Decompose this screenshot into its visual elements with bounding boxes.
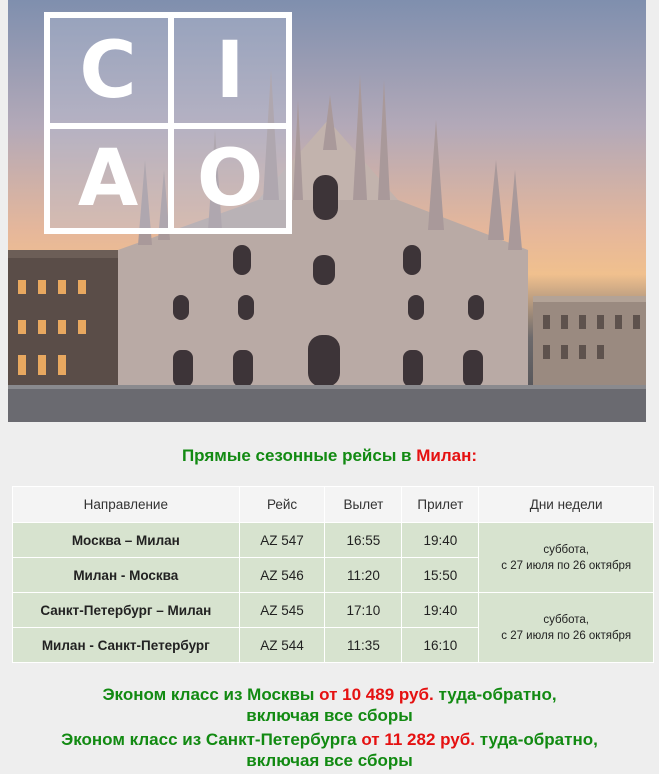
table-header-row	[13, 487, 654, 523]
promo-spb-line2: включая все сборы	[246, 751, 413, 770]
flight-cell: AZ 546	[239, 558, 325, 593]
logo-letter-o: O	[196, 134, 264, 224]
promo-moscow-line2: включая все сборы	[246, 706, 413, 725]
header-direction: Направление	[13, 487, 240, 523]
route-cell: Милан - Москва	[13, 558, 240, 593]
title-city: Милан:	[416, 446, 478, 465]
route-cell: Милан - Санкт-Петербург	[13, 628, 240, 663]
section-title	[0, 446, 659, 466]
logo-letter-i: I	[215, 26, 245, 116]
title-prefix: Прямые сезонные рейсы в	[181, 446, 417, 465]
hero-image	[8, 0, 646, 422]
arrival-cell: 19:40	[402, 523, 479, 558]
days-line1: суббота,	[543, 613, 589, 626]
promo-spb-price: от 11 282 руб.	[361, 730, 475, 749]
logo-letter-a: A	[77, 134, 139, 224]
promo-spb	[0, 729, 659, 771]
promo-moscow-suffix: туда-обратно,	[433, 685, 557, 704]
arrival-cell: 19:40	[402, 593, 479, 628]
table-row	[13, 593, 654, 628]
header-days: Дни недели	[479, 487, 654, 523]
promo-moscow-prefix: Эконом класс из Москвы	[102, 685, 320, 704]
table-row	[13, 523, 654, 558]
promo-moscow-price: от 10 489 руб.	[319, 685, 434, 704]
flight-cell: AZ 545	[239, 593, 325, 628]
flight-cell: AZ 547	[239, 523, 325, 558]
ciao-logo	[44, 12, 292, 234]
days-line1: суббота,	[543, 543, 589, 556]
flight-cell: AZ 544	[239, 628, 325, 663]
logo-letter-c: C	[79, 26, 137, 116]
header-departure: Вылет	[325, 487, 402, 523]
days-cell	[479, 593, 654, 663]
header-flight: Рейс	[239, 487, 325, 523]
departure-cell: 11:35	[325, 628, 402, 663]
promo-moscow	[0, 684, 659, 726]
days-line2: с 27 июля по 26 октября	[501, 559, 632, 572]
promo-spb-prefix: Эконом класс из Санкт-Петербурга	[61, 730, 362, 749]
days-line2: с 27 июля по 26 октября	[501, 629, 632, 642]
header-arrival: Прилет	[402, 487, 479, 523]
departure-cell: 16:55	[325, 523, 402, 558]
departure-cell: 17:10	[325, 593, 402, 628]
departure-cell: 11:20	[325, 558, 402, 593]
days-cell	[479, 523, 654, 593]
arrival-cell: 15:50	[402, 558, 479, 593]
flights-table	[12, 486, 654, 663]
route-cell: Санкт-Петербург – Милан	[13, 593, 240, 628]
route-cell: Москва – Милан	[13, 523, 240, 558]
arrival-cell: 16:10	[402, 628, 479, 663]
promo-spb-suffix: туда-обратно,	[474, 730, 598, 749]
